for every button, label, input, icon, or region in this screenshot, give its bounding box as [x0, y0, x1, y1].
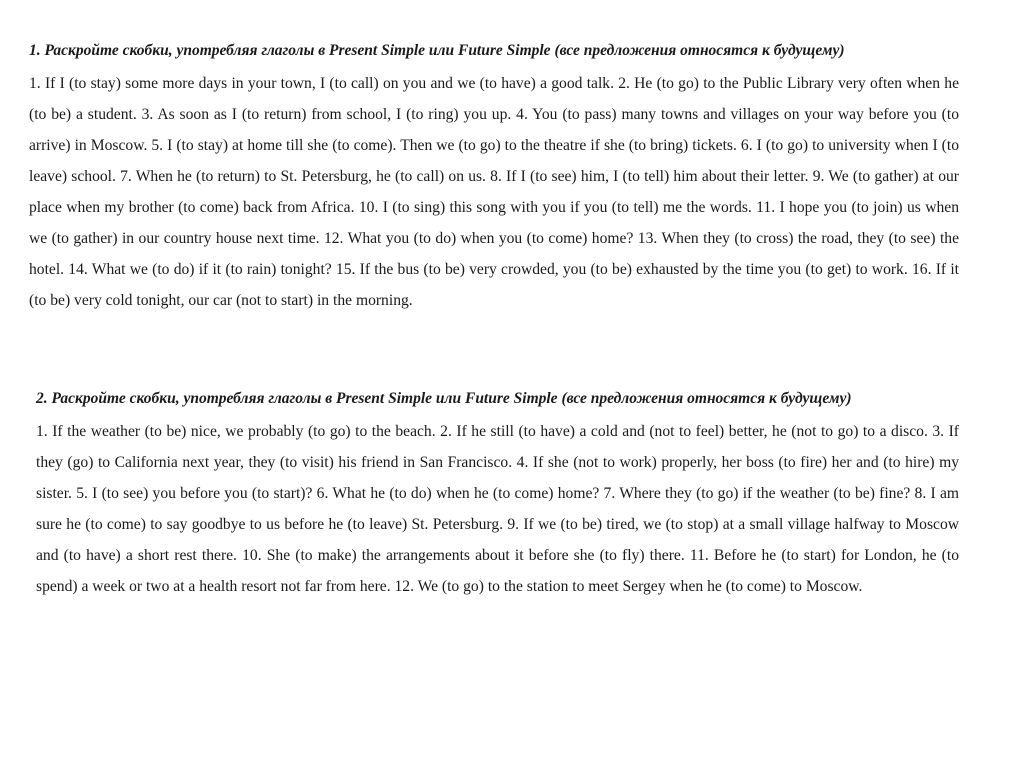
- exercise-1: [29, 40, 959, 316]
- exercise-1-text: 1. If I (to stay) some more days in your town, I (to call) on you and we (to have) a good talk. 2. He (to go) to the Public Library very often when he (to be) a student. 3. As soon as I (to return) from school, I (to ring) you up. 4. You (to pass) many towns and villages on your way before you (to arrive) in Moscow. 5. I (to stay) at home till she (to come). Then we (to go) to the theatre if she (to bring) tickets. 6. I (to go) to university when I (to leave) school. 7. When he (to return) to St. Petersburg, he (to call) on us. 8. If I (to see) him, I (to tell) him about their letter. 9. We (to gather) at our place when my brother (to come) back from Africa. 10. I (to sing) this song with you if you (to tell) me the words. 11. I hope you (to join) us when we (to gather) in our country house next time. 12. What you (to do) when you (to come) home? 13. When they (to cross) the road, they (to see) the hotel. 14. What we (to do) if it (to rain) tonight? 15. If the bus (to be) very crowded, you (to be) exhausted by the time you (to get) to work. 16. If it (to be) very cold tonight, our car (not to start) in the morning.: [29, 75, 959, 309]
- exercise-2-heading: 2. Раскройте скобки, употребляя глаголы в Present Simple или Future Simple (все предложения относятся к будущему): [36, 390, 852, 407]
- exercise-2-text: 1. If the weather (to be) nice, we probably (to go) to the beach. 2. If he still (to have) a cold and (not to feel) better, he (not to go) to a disco. 3. If they (go) to California next year, they (to visit) his friend in San Francisco. 4. If she (not to work) properly, her boss (to fire) her and (to hire) my sister. 5. I (to see) you before you (to start)? 6. What he (to do) when he (to come) home? 7. Where they (to go) if the weather (to be) fine? 8. I am sure he (to come) to say goodbye to us before he (to leave) St. Petersburg. 9. If we (to be) tired, we (to stop) at a small village halfway to Moscow and (to have) a short rest there. 10. She (to make) the arrangements about it before she (to fly) there. 11. Before he (to start) for London, he (to spend) a week or two at a health resort not far from here. 12. We (to go) to the station to meet Sergey when he (to come) to Moscow.: [36, 423, 959, 595]
- exercise-1-heading: 1. Раскройте скобки, употребляя глаголы в Present Simple или Future Simple (все предложения относятся к будущему): [29, 42, 845, 59]
- exercise-2: [36, 388, 959, 602]
